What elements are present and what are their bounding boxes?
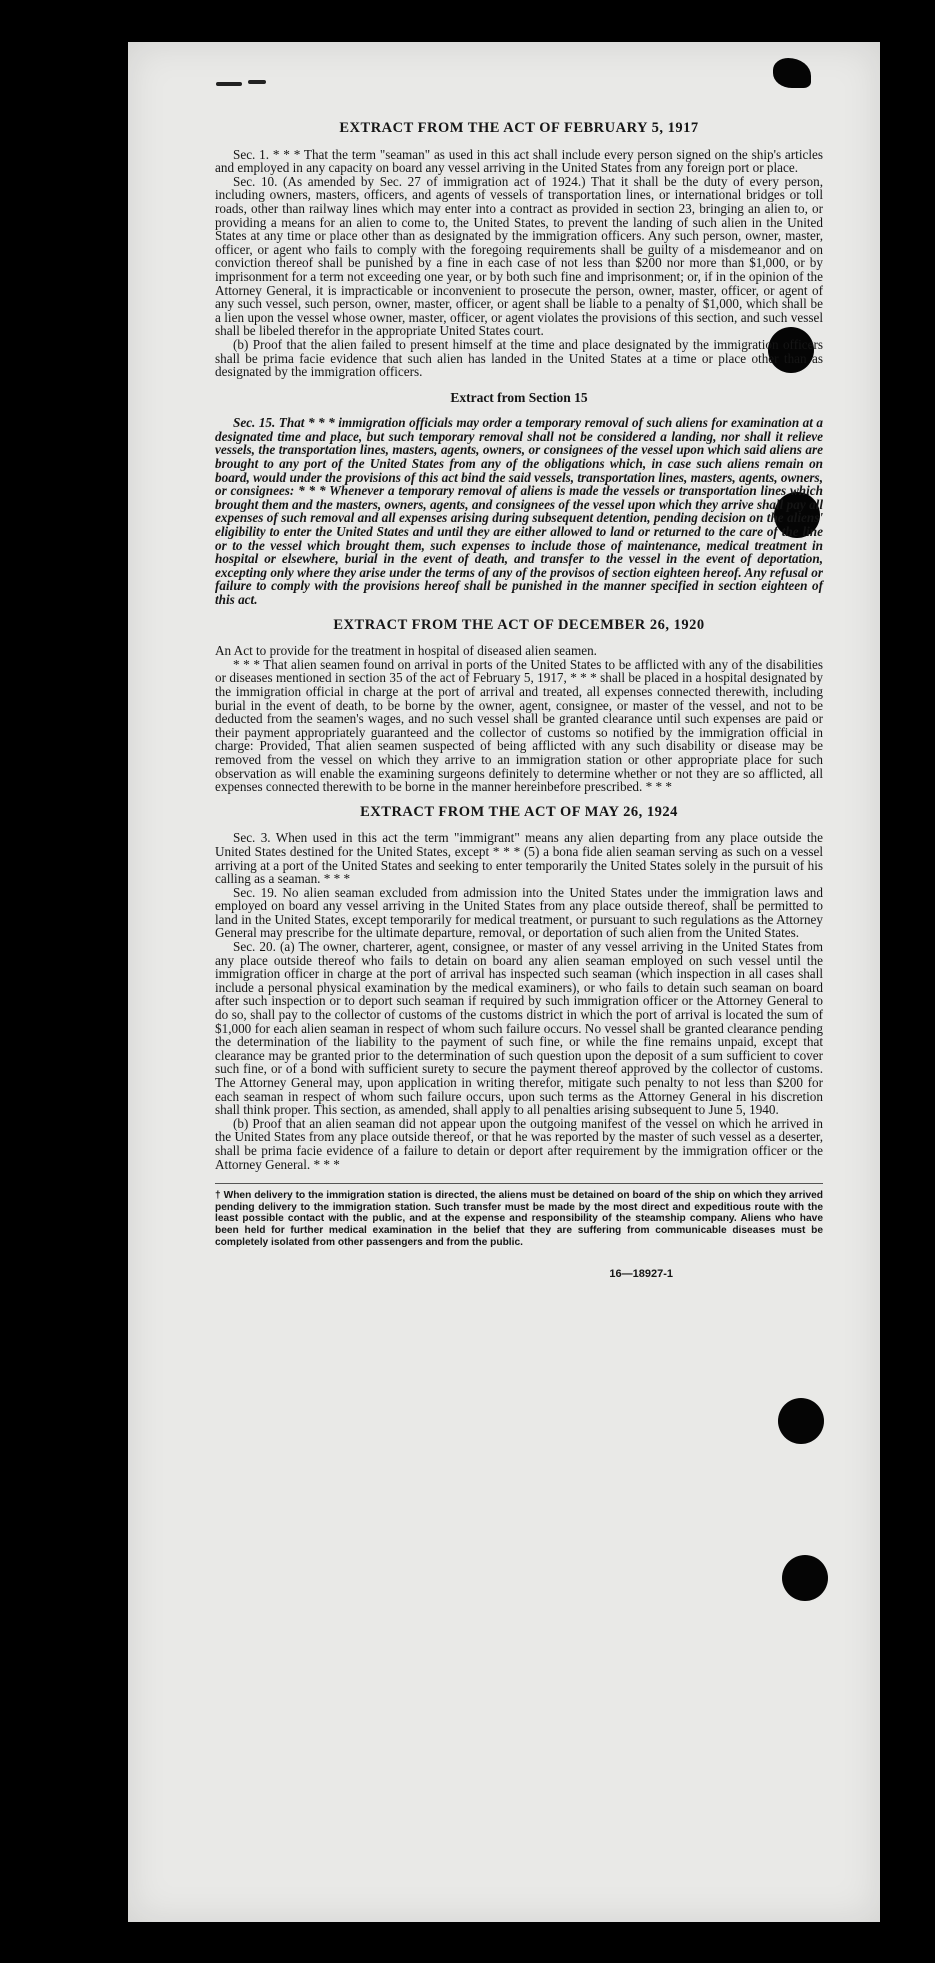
staple-mark bbox=[248, 80, 266, 84]
paragraph: Sec. 3. When used in this act the term "immigrant" means any alien departing from any place outside the United States destined for the United States, except * * * (5) a bona fide alien seaman serving as such on a vessel arriving at a port of the United States and seeking to enter temporarily the United States solely in the pursuit of his calling as a seaman. * * * bbox=[215, 830, 823, 887]
section-act-1924 bbox=[215, 803, 823, 1172]
paragraph: Sec. 19. No alien seaman excluded from admission into the United States under the immigration laws and employed on board any vessel arriving in the United States from any place outside thereof, shall be permitted to land in the United States, except temporarily for medical treatment, or pursuant to such regulations as the Attorney General may prescribe for the ultimate departure, removal, or deportation of such alien from the United States. bbox=[215, 884, 823, 941]
torn-corner bbox=[773, 58, 811, 88]
section-act-1920 bbox=[215, 616, 823, 795]
section-subheading: Extract from Section 15 bbox=[450, 389, 588, 405]
paragraph: Sec. 15. That * * * immigration officials may order a temporary removal of such aliens for examination at a designated time and place, but such temporary removal shall not be considered a landing, nor shall it relieve vessels, the transportation lines, masters, agents, owners, or consignees of the vessel upon which said aliens are brought to any port of the United States from any of the obligations which, in case such aliens remain on board, would under the provisions of this act bind the said vessels, transportation lines, masters, agents, owners, or consignees: * * * Whenever a temporary removal of aliens is made the vessels or transportation lines which brought them and the masters, owners, agents, and consignees of the vessel upon which they arrive shall pay all expenses of such removal and all expenses arising during subsequent detention, pending decision on the aliens' eligibility to enter the United States and until they are either allowed to land or returned to the care of the line or to the vessel which brought them, such expenses to include those of maintenance, medical treatment in hospital or elsewhere, burial in the event of death, and transfer to the vessel in the event of deportation, excepting only where they arise under the terms of any of the provisos of section eighteen hereof. Any refusal or failure to comply with the provisions hereof shall be punished in the manner specified in section eighteen of this act. bbox=[215, 415, 823, 607]
section-heading: EXTRACT FROM THE ACT OF FEBRUARY 5, 1917 bbox=[339, 120, 699, 136]
form-number: 16—18927-1 bbox=[609, 1268, 673, 1281]
staple-mark bbox=[216, 82, 242, 86]
section-heading: EXTRACT FROM THE ACT OF MAY 26, 1924 bbox=[360, 803, 678, 820]
paragraph: An Act to provide for the treatment in hospital of diseased alien seamen. bbox=[215, 643, 597, 659]
paragraph: (b) Proof that the alien failed to present himself at the time and place designated by the immigration officers shall be prima facie evidence that such alien has landed in the United States at a time or place other than as designated by the immigration officers. bbox=[215, 336, 823, 380]
section-heading: EXTRACT FROM THE ACT OF DECEMBER 26, 1920 bbox=[333, 616, 705, 633]
paragraph: Sec. 10. (As amended by Sec. 27 of immigration act of 1924.) That it shall be the duty of every person, including owners, masters, officers, and agents of vessels of transportation lines, or international bridges or toll roads, other than railway lines which may enter into a contract as provided in section 23, bringing an alien to, or providing a means for an alien to come to, the United States, to prevent the landing of such alien in the United States at any time or place other than as designated by the immigration officers. Any such person, owner, master, officer, or agent who fails to comply with the foregoing requirements shall be guilty of a misdemeanor and on conviction thereof shall be punished by a fine in each case of not less than $200 nor more than $1,000, or by imprisonment for a term not exceeding one year, or by both such fine and imprisonment; or, if in the opinion of the Attorney General, it is impracticable or inconvenient to prosecute the person, owner, master, officer, or agent of any such vessel, such person, owner, master, officer, or agent shall be liable to a penalty of $1,000, which shall be a lien upon the vessel whose owner, master, officer, or agent violates the provisions of this section, and such vessel shall be libeled therefor in the appropriate United States court. bbox=[215, 173, 823, 339]
footnote: † When delivery to the immigration station is directed, the aliens must be detained on board of the ship on which they arrived pending delivery to the immigration station. Such transfer must be made by the most direct and expeditious route with the least possible contact with the public, and at the expense and responsibility of the steamship company. Aliens who have been held for further medical examination in the belief that they are suffering from communicable diseases must be completely isolated from other passengers and from the public. bbox=[215, 1183, 823, 1248]
paragraph: Sec. 1. * * * That the term "seaman" as used in this act shall include every person signed on the ship's articles and employed in any capacity on board any vessel arriving in the United States from any foreign port or place. bbox=[215, 146, 823, 176]
paragraph: Sec. 20. (a) The owner, charterer, agent, consignee, or master of any vessel arriving in the United States from any place outside thereof who fails to detain on board any alien seaman employed on such vessel until the immigration officer in charge at the port of arrival has inspected such seaman (which inspection in all cases shall include a personal physical examination by the medical examiners), or who fails to detain such seaman on board after such inspection or to deport such seaman if required by such immigration officer or the Attorney General to do so, shall pay to the collector of customs of the customs district in which the port of arrival is located the sum of $1,000 for each alien seaman in respect of whom such failure occurs. No vessel shall be granted clearance pending the determination of the liability to the payment of such fine, or while the fine remains unpaid, except that clearance may be granted prior to the determination of such question upon the deposit of a sum sufficient to cover such fine, or of a bond with sufficient surety to secure the payment thereof approved by the collector of customs. The Attorney General may, upon application in writing therefor, mitigate such penalty to not less than $200 for each seaman in respect of whom such failure occurs, upon such terms as the Attorney General in his discretion shall think proper. This section, as amended, shall apply to all penalties arising subsequent to June 5, 1940. bbox=[215, 939, 823, 1118]
document-page bbox=[128, 42, 880, 1922]
paragraph: (b) Proof that an alien seaman did not appear upon the outgoing manifest of the vessel on which he arrived in the United States from any place outside thereof, or that he was reported by the master of such vessel as a deserter, shall be prima facie evidence of a failure to detain or deport after requirement by the immigration officer or the Attorney General. * * * bbox=[215, 1115, 823, 1172]
punch-hole bbox=[778, 1398, 824, 1444]
section-act-1917 bbox=[215, 122, 823, 379]
paragraph: * * * That alien seamen found on arrival in ports of the United States to be afflicted with any of the disabilities or diseases mentioned in section 35 of the act of February 5, 1917, * * * shall be placed in a hospital designated by the immigration official in charge at the port of arrival and treated, all expenses connected therewith, including burial in the event of death, to be borne by the owner, agent, consignee, or master of the vessel, and not to be deducted from the seamen's wages, and no such vessel shall be granted clearance until such expenses are paid or their payment appropriately guaranteed and the collector of customs so notified by the immigration official in charge: Provided, That alien seamen suspected of being afflicted with any such disability or disease may be removed from the vessel on which they arrive to an immigration station or other appropriate place for such observation as will enable the examining surgeons definitely to determine whether or not they are so afflicted, all expenses connected therewith to be borne in the manner hereinbefore prescribed. * * * bbox=[215, 656, 823, 795]
punch-hole bbox=[782, 1555, 828, 1601]
document-body bbox=[215, 122, 823, 1282]
section-15-extract bbox=[215, 391, 823, 607]
